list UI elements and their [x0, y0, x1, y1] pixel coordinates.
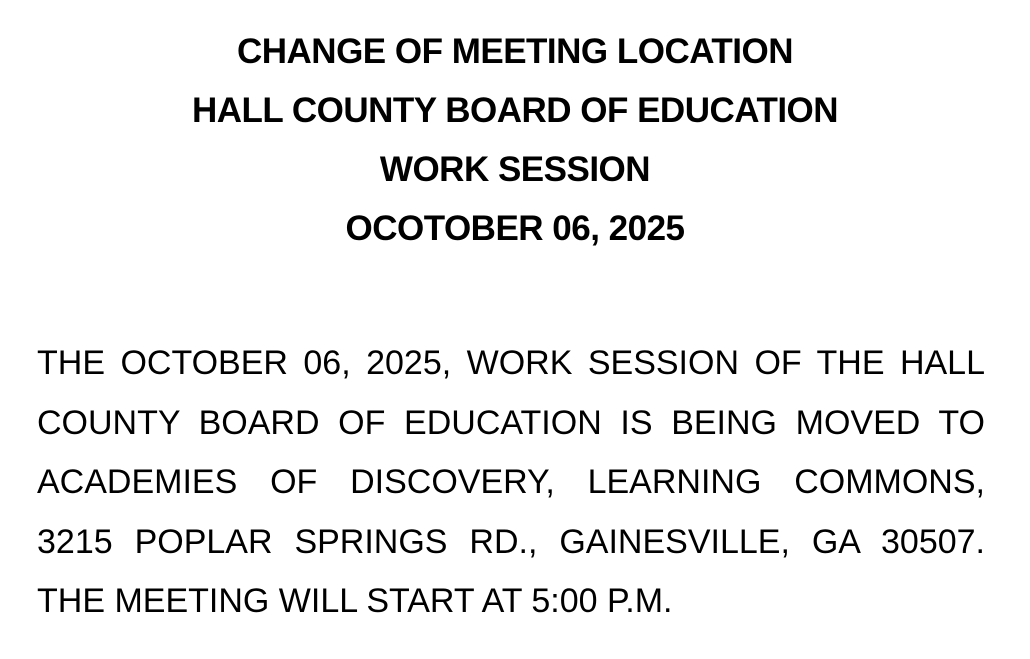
notice-heading	[0, 22, 1030, 258]
notice-body	[37, 334, 985, 632]
body-line: THE MEETING WILL START AT 5:00 P.M.	[37, 582, 673, 620]
body-line: 3215 POPLAR SPRINGS RD., GAINESVILLE, GA 30507.	[37, 522, 985, 561]
notice-title: CHANGE OF MEETING LOCATION	[236, 32, 794, 71]
meeting-date: OCOTOBER 06, 2025	[345, 209, 685, 248]
body-line: THE OCTOBER 06, 2025, WORK SESSION OF THE HALL	[37, 344, 985, 382]
organization-name: HALL COUNTY BOARD OF EDUCATION	[191, 91, 839, 130]
body-line: COUNTY BOARD OF EDUCATION IS BEING MOVED TO	[37, 403, 985, 442]
body-line: ACADEMIES OF DISCOVERY, LEARNING COMMONS,	[37, 463, 985, 501]
meeting-type: WORK SESSION	[379, 150, 651, 189]
